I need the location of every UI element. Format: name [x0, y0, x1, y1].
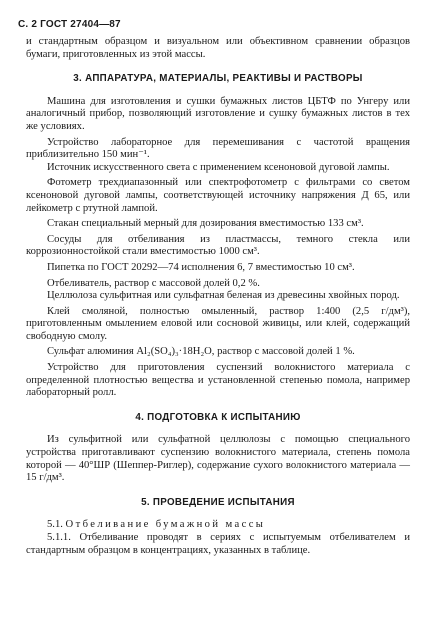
section-5-title: 5. ПРОВЕДЕНИЕ ИСПЫТАНИЯ [141, 496, 295, 508]
section-3-title: 3. АППАРАТУРА, МАТЕРИАЛЫ, РЕАКТИВЫ И РАСТВОРЫ [73, 73, 363, 85]
section-3-paragraph: Машина для изготовления и сушки бумажных листов ЦБТФ по Унгеру или аналогичный прибор, позволяющий изготовление и сушку бумажных листов в тех же условиях. [26, 95, 410, 132]
section-3-paragraph: Целлюлоза сульфитная или сульфатная беленая из древесины хвойных пород. [47, 290, 400, 302]
section-3-paragraph: Устройство лабораторное для перемешивания с частотой вращения приблизительно 150 мин⁻¹. [26, 136, 410, 161]
section-3-paragraph: Устройство для приготовления суспензий волокнистого материала с определенной плотностью вещества и установленной степенью помола, например лабораторный ролл. [26, 362, 410, 399]
section-4-paragraph: Из сульфитной или сульфатной целлюлозы с помощью специального устройства приготавливают суспензию волокнистого материала, степень помола которой — 40°ШР (Шеппер-Риглер), содержание сухого волокнистого материала — 15 г/дм³. [26, 434, 410, 484]
section-3-paragraph: Пипетка по ГОСТ 20292—74 исполнения 6, 7 вместимостью 10 см³. [47, 261, 355, 273]
section-3-paragraph: Сульфат алюминия Al₂(SO₄)₃·18H₂O, раствор с массовой долей 1 %. [47, 346, 355, 358]
subsection-number: 5.1. [47, 519, 63, 531]
section-3-paragraph: Стакан специальный мерный для дозирования вместимостью 133 см³. [47, 218, 364, 230]
subsection-title: Отбеливание бумажной массы [65, 519, 266, 531]
section-3-paragraph: Отбеливатель, раствор с массовой долей 0,2 %. [47, 277, 260, 289]
section-4-title: 4. ПОДГОТОВКА К ИСПЫТАНИЮ [135, 411, 301, 423]
section-3-paragraph: Источник искусственного света с применением ксеноновой дуговой лампы. [47, 161, 390, 173]
section-3-paragraph: Клей смоляной, полностью омыленный, раствор 1:400 (2,5 г/дм³), приготовленным омылением еловой или сосновой живицы, или клей, содержащий свободную смолу. [26, 305, 410, 342]
section-3-paragraph: Сосуды для отбеливания из пластмассы, темного стекла или коррозионностойкой стали вместимостью 1000 см³. [26, 233, 410, 258]
page-header: С. 2 ГОСТ 27404—87 [18, 19, 121, 30]
section-3-paragraph: Фотометр трехдиапазонный или спектрофотометр с фильтрами со светом ксеноновой дуговой лампы, соответствующей источнику напряжения Д 65, или лейкометр с ртутной лампой. [26, 177, 410, 214]
intro-paragraph: и стандартным образцом и визуальном или объективном сравнении образцов бумаги, приготовленных из этой массы. [26, 36, 410, 60]
subsection-5-1-heading [26, 519, 410, 532]
document-body [26, 36, 410, 557]
section-5-paragraph: 5.1.1. Отбеливание проводят в сериях с испытуемым отбеливателем и стандартным образцом в концентрациях, указанных в таблице. [26, 532, 410, 556]
